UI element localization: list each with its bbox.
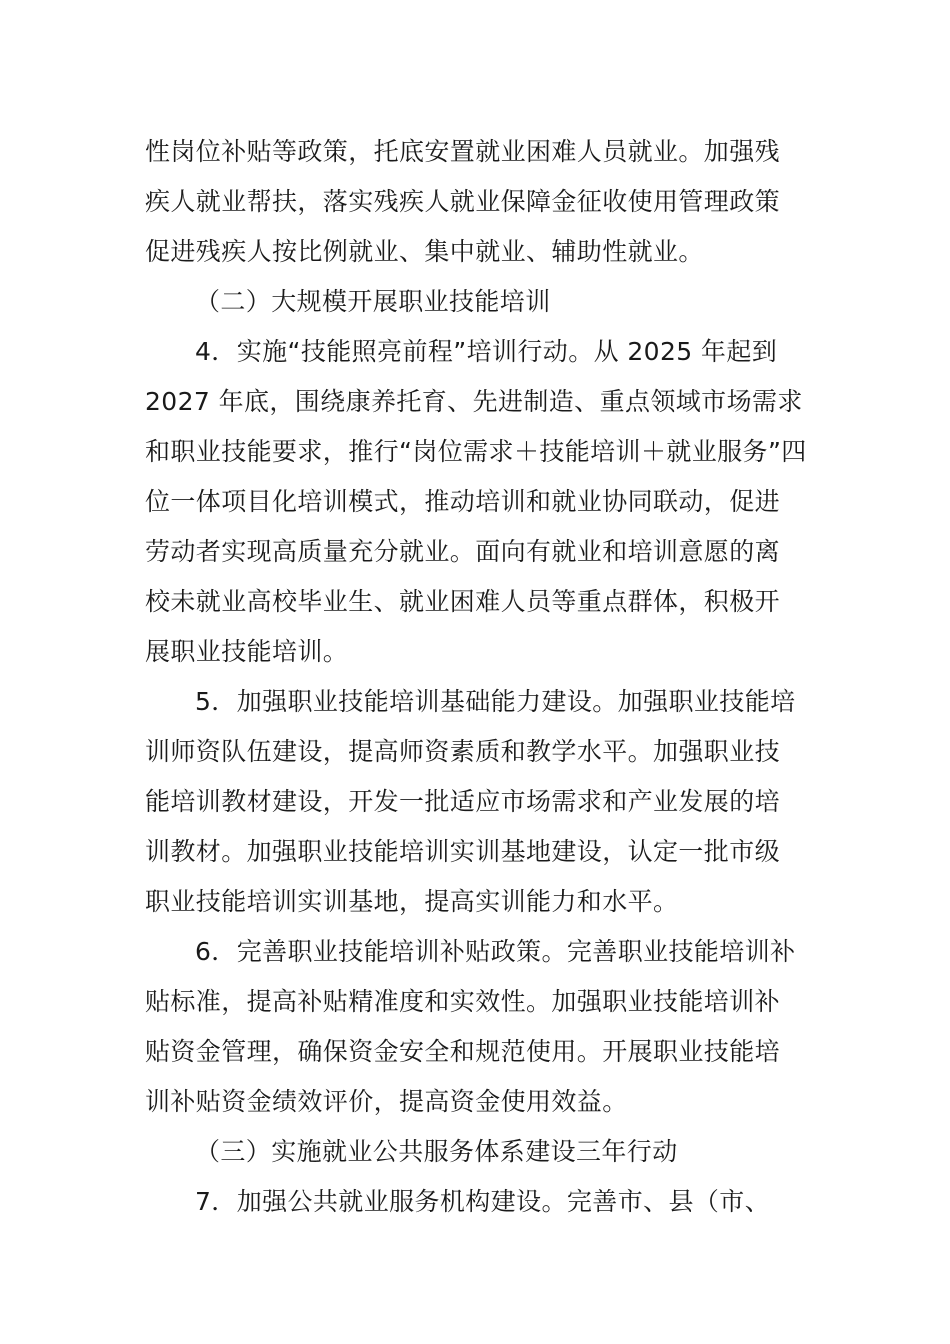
body-line: 校未就业高校毕业生、就业困难人员等重点群体，积极开 [145,587,781,616]
section-heading-3: （三）实施就业公共服务体系建设三年行动 [195,1137,678,1166]
paragraph-4-start: 4．实施“技能照亮前程”培训行动。从 2025 年起到 [195,337,778,366]
body-line: 训教材。加强职业技能培训实训基地建设，认定一批市级 [145,837,781,866]
body-line: 性岗位补贴等政策，托底安置就业困难人员就业。加强残 [145,137,781,166]
body-line: 劳动者实现高质量充分就业。面向有就业和培训意愿的离 [145,537,781,566]
body-line: 促进残疾人按比例就业、集中就业、辅助性就业。 [145,237,704,266]
body-line: 展职业技能培训。 [145,637,349,666]
body-line: 训师资队伍建设，提高师资素质和教学水平。加强职业技 [145,737,781,766]
body-line: 训补贴资金绩效评价，提高资金使用效益。 [145,1087,628,1116]
body-line: 职业技能培训实训基地，提高实训能力和水平。 [145,887,679,916]
section-heading-2: （二）大规模开展职业技能培训 [195,287,551,316]
body-line: 和职业技能要求，推行“岗位需求＋技能培训＋就业服务”四 [145,437,807,466]
paragraph-6-start: 6．完善职业技能培训补贴政策。完善职业技能培训补 [195,937,796,966]
paragraph-7-start: 7．加强公共就业服务机构建设。完善市、县（市、 [195,1187,771,1216]
body-line: 贴标准，提高补贴精准度和实效性。加强职业技能培训补 [145,987,781,1016]
body-line: 位一体项目化培训模式，推动培训和就业协同联动，促进 [145,487,781,516]
body-line: 贴资金管理，确保资金安全和规范使用。开展职业技能培 [145,1037,781,1066]
body-line: 疾人就业帮扶，落实残疾人就业保障金征收使用管理政策 [145,187,781,216]
body-line: 2027 年底，围绕康养托育、先进制造、重点领域市场需求 [145,387,803,416]
body-line: 能培训教材建设，开发一批适应市场需求和产业发展的培 [145,787,781,816]
paragraph-5-start: 5．加强职业技能培训基础能力建设。加强职业技能培 [195,687,796,716]
